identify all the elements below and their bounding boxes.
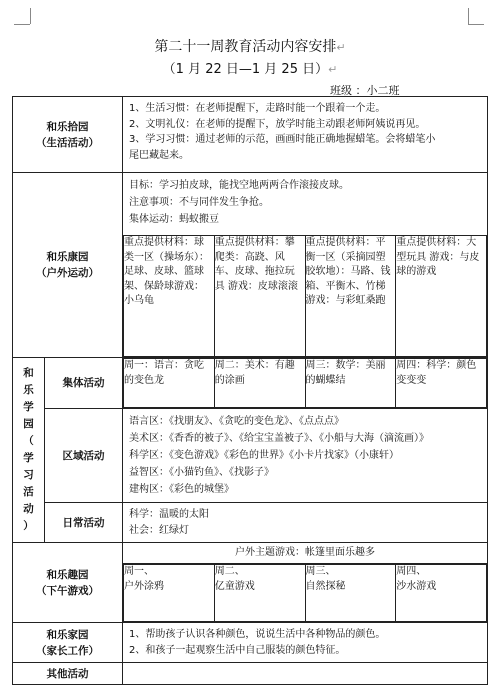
area-content	[123, 409, 488, 503]
group-activities	[123, 358, 487, 408]
row-life	[13, 97, 488, 173]
row-outdoor	[13, 173, 488, 358]
label-study: 和 乐 学 园 （ 学 习 活 动 ）	[13, 358, 45, 543]
row-fun	[13, 543, 488, 623]
area-line: 美术区：《香香的被子》、《给宝宝盖被子》、《小船与大海（滴流画）》	[129, 433, 429, 444]
material-box: 重点提供材料：攀爬类：高跷、风车、皮球、拖拉玩具 游戏：皮球滚滚	[214, 236, 305, 357]
row-study-daily	[13, 503, 488, 543]
page-title: 第二十一周教育活动内容安排↵	[154, 39, 346, 55]
home-line: 2、和孩子一起观察生活中自己服装的颜色特征。	[129, 644, 346, 656]
area-line: 科学区：《变色游戏》《彩色的世界》《小卡片找家》（小康轩）	[129, 450, 399, 461]
outdoor-goal: 目标：学习拍皮球，能找空地两两合作滚接皮球。	[129, 180, 349, 191]
material-box: 重点提供材料：球类一区（操场东）：足球、皮球、篮球架、保龄球游戏：小乌龟	[124, 236, 215, 357]
fun-content	[123, 543, 488, 623]
daily-content	[123, 503, 488, 543]
fun-days	[123, 564, 487, 622]
label-group-activity: 集体活动	[45, 358, 123, 409]
label-daily-activity: 日常活动	[45, 503, 123, 543]
row-other	[13, 663, 488, 685]
label-other: 其他活动	[13, 663, 123, 685]
row-study-area	[13, 409, 488, 503]
daily-line: 社会：红绿灯	[129, 524, 189, 536]
life-line: 2、文明礼仪：在老师的提醒下，放学时能主动跟老师阿姨说再见。	[129, 118, 426, 130]
group-item: 周三：数学：美丽的蝴蝶结	[305, 359, 396, 408]
fun-theme: 户外主题游戏：帐篷里面乐趣多	[123, 543, 487, 564]
daily-line: 科学：温暖的太阳	[129, 509, 209, 520]
row-home	[13, 623, 488, 663]
material-box: 重点提供材料：大型玩具 游戏：与皮球的游戏	[396, 236, 487, 357]
home-content	[123, 623, 488, 663]
life-line: 1、生活习惯：在老师提醒下，走路时能一个跟着一个走。	[129, 103, 386, 114]
other-content	[123, 663, 488, 685]
label-outdoor: 和乐康园 （户外运动）	[13, 173, 123, 358]
area-line: 建构区：《彩色的城堡》	[129, 484, 234, 495]
group-item: 周四：科学：颜色变变变	[396, 359, 487, 408]
label-home: 和乐家园 （家长工作）	[13, 623, 123, 663]
life-content	[123, 97, 488, 173]
area-line: 益智区：《小猫钓鱼》、《找影子》	[129, 467, 274, 478]
label-fun: 和乐趣园 （下午游戏）	[13, 543, 123, 623]
group-item: 周一：语言：贪吃的变色龙	[124, 359, 215, 408]
outdoor-content	[123, 173, 488, 358]
material-box: 重点提供材料：平衡一区（采摘园塑胶软地）：马路、钱箱、平衡木、竹梯 游戏：与彩虹桑跑	[305, 236, 396, 357]
fun-day: 周三、 自然探秘	[305, 565, 396, 622]
life-line: 尾巴藏起来。	[129, 149, 189, 161]
home-line: 1、帮助孩子认识各种颜色，说说生活中各种物品的颜色。	[129, 629, 386, 640]
life-line: 3、学习习惯：通过老师的示范，画画时能正确地握蜡笔。会将蜡笔小	[129, 134, 436, 145]
outdoor-materials	[123, 235, 487, 357]
label-life: 和乐拾园 （生活活动）	[13, 97, 123, 173]
label-area-activity: 区域活动	[45, 409, 123, 503]
fun-day: 周四、 沙水游戏	[396, 565, 487, 622]
area-line: 语言区：《找朋友》、《贪吃的变色龙》、《点点点》	[129, 416, 344, 427]
fun-day: 周二、 亿童游戏	[214, 565, 305, 622]
schedule-table	[12, 96, 488, 685]
class-label: 班级 ：小二班	[330, 84, 400, 97]
fun-day: 周一、 户外涂鸦	[124, 565, 215, 622]
row-study-group	[13, 358, 488, 409]
group-item: 周二：美术：有趣的涂画	[214, 359, 305, 408]
outdoor-group: 集体运动：蚂蚁搬豆	[129, 214, 219, 225]
date-range: （1 月 22 日—1 月 25 日）↵	[162, 62, 338, 77]
outdoor-notice: 注意事项：不与同伴发生争抢。	[129, 197, 269, 208]
